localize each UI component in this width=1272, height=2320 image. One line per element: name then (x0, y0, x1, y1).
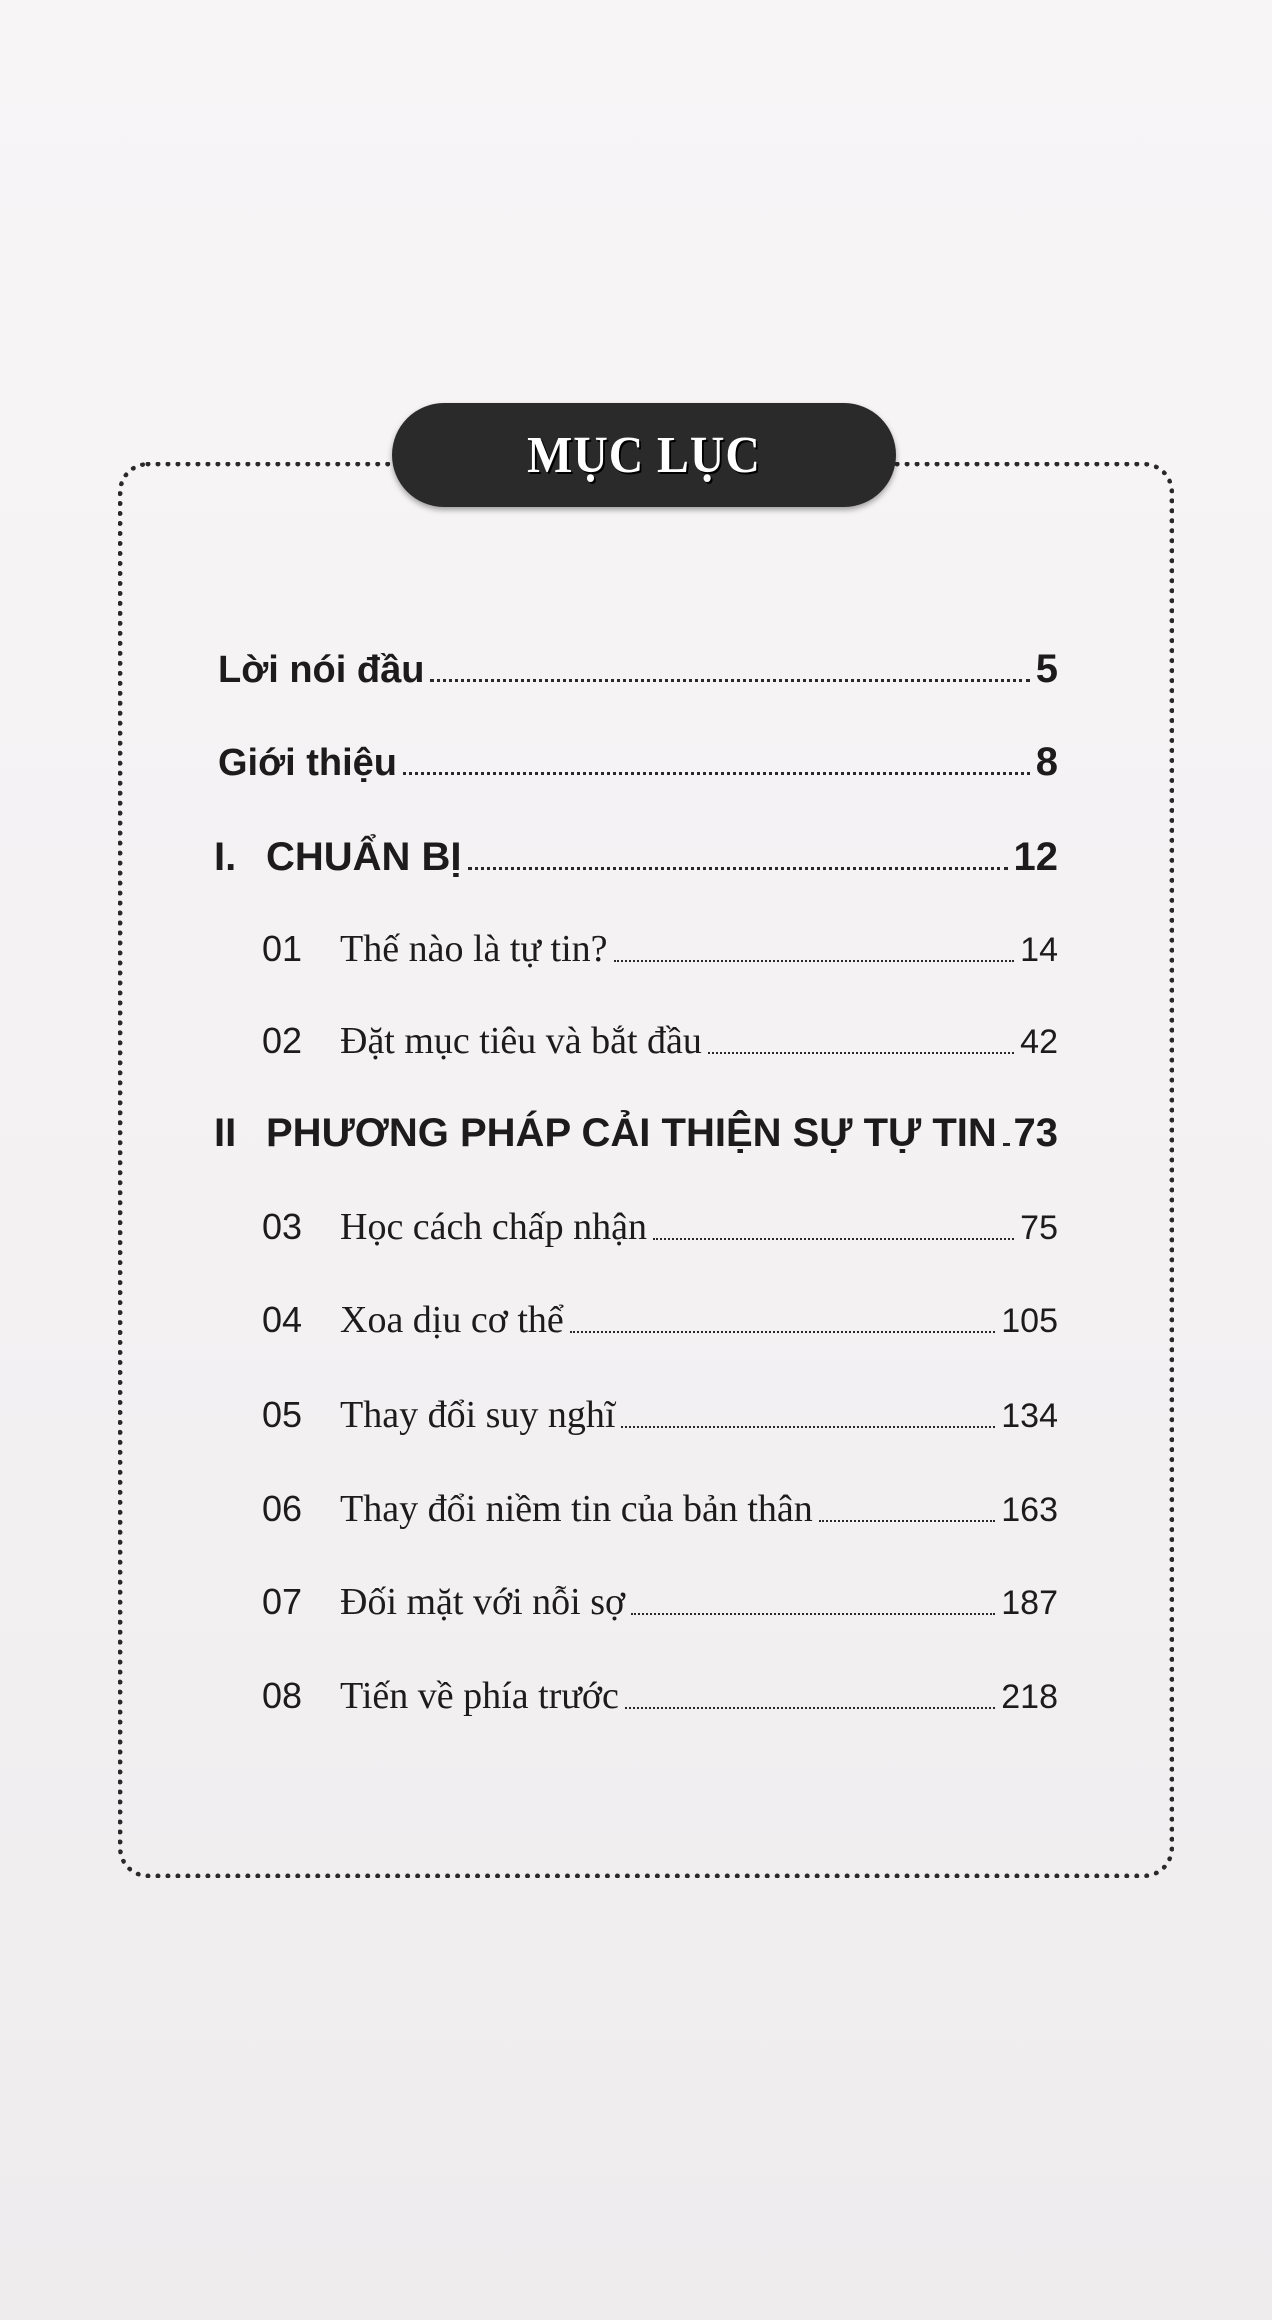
toc-chapter-number: 02 (262, 1020, 303, 1061)
dot-leader (430, 679, 1029, 682)
toc-part-page: 12 (1013, 835, 1058, 879)
toc-chapter-title: Thay đổi niềm tin của bản thân (340, 1488, 813, 1530)
toc-chapter-07[interactable] (262, 1580, 1058, 1624)
toc-chapter-title: Đặt mục tiêu và bắt đầu (340, 1020, 702, 1062)
toc-chapter-title: Thay đổi suy nghĩ (340, 1394, 616, 1436)
toc-chapter-03[interactable] (262, 1205, 1058, 1249)
toc-entry-page: 8 (1035, 740, 1058, 784)
toc-chapter-number: 06 (262, 1488, 303, 1529)
toc-chapter-number: 07 (262, 1581, 303, 1622)
dot-leader (614, 960, 1015, 962)
toc-chapter-02[interactable] (262, 1019, 1058, 1063)
toc-chapter-number: 03 (262, 1206, 303, 1247)
toc-chapter-04[interactable] (262, 1298, 1058, 1342)
toc-chapter-page: 134 (1001, 1397, 1058, 1435)
dot-leader (570, 1331, 996, 1333)
toc-heading: MỤC LỤC (527, 426, 761, 484)
toc-part-1[interactable] (214, 835, 1058, 880)
toc-chapter-page: 14 (1020, 931, 1058, 969)
toc-part-title: CHUẨN BỊ (266, 835, 462, 879)
toc-chapter-number: 08 (262, 1675, 303, 1716)
dot-leader (653, 1238, 1014, 1240)
toc-chapter-number: 01 (262, 928, 303, 969)
dot-leader (819, 1520, 996, 1522)
toc-chapter-page: 187 (1001, 1584, 1058, 1622)
toc-chapter-title: Thế nào là tự tin? (340, 928, 608, 970)
toc-part-2[interactable] (214, 1111, 1058, 1156)
toc-chapter-page: 42 (1020, 1023, 1058, 1061)
toc-entry-title: Lời nói đầu (218, 649, 425, 691)
toc-chapter-page: 163 (1001, 1491, 1058, 1529)
toc-part-number: II (214, 1111, 237, 1155)
toc-chapter-title: Tiến về phía trước (340, 1675, 619, 1717)
dot-leader (625, 1707, 995, 1709)
dot-leader (621, 1426, 995, 1428)
toc-chapter-page: 218 (1001, 1678, 1058, 1716)
toc-chapter-page: 105 (1001, 1302, 1058, 1340)
toc-chapter-06[interactable] (262, 1487, 1058, 1531)
toc-chapter-01[interactable] (262, 927, 1058, 971)
dot-leader (631, 1613, 995, 1615)
dot-leader (708, 1052, 1014, 1054)
dot-leader (1003, 1143, 1008, 1146)
toc-entry-page: 5 (1035, 647, 1058, 691)
toc-part-title: PHƯƠNG PHÁP CẢI THIỆN SỰ TỰ TIN (266, 1111, 997, 1155)
toc-chapter-number: 05 (262, 1394, 303, 1435)
toc-chapter-number: 04 (262, 1299, 303, 1340)
toc-heading-banner (392, 403, 896, 507)
toc-entry-title: Giới thiệu (218, 742, 398, 784)
toc-part-page: 73 (1013, 1111, 1058, 1155)
toc-chapter-page: 75 (1020, 1209, 1058, 1247)
toc-chapter-05[interactable] (262, 1393, 1058, 1437)
toc-entry-front-2[interactable] (218, 740, 1058, 785)
toc-chapter-title: Đối mặt với nỗi sợ (340, 1581, 626, 1623)
toc-chapter-08[interactable] (262, 1674, 1058, 1718)
toc-chapter-title: Xoa dịu cơ thể (340, 1299, 564, 1341)
toc-entry-front-1[interactable] (218, 647, 1058, 692)
toc-part-number: I. (214, 835, 237, 879)
toc-chapter-title: Học cách chấp nhận (340, 1206, 648, 1248)
dot-leader (468, 867, 1008, 870)
dot-leader (403, 772, 1030, 775)
